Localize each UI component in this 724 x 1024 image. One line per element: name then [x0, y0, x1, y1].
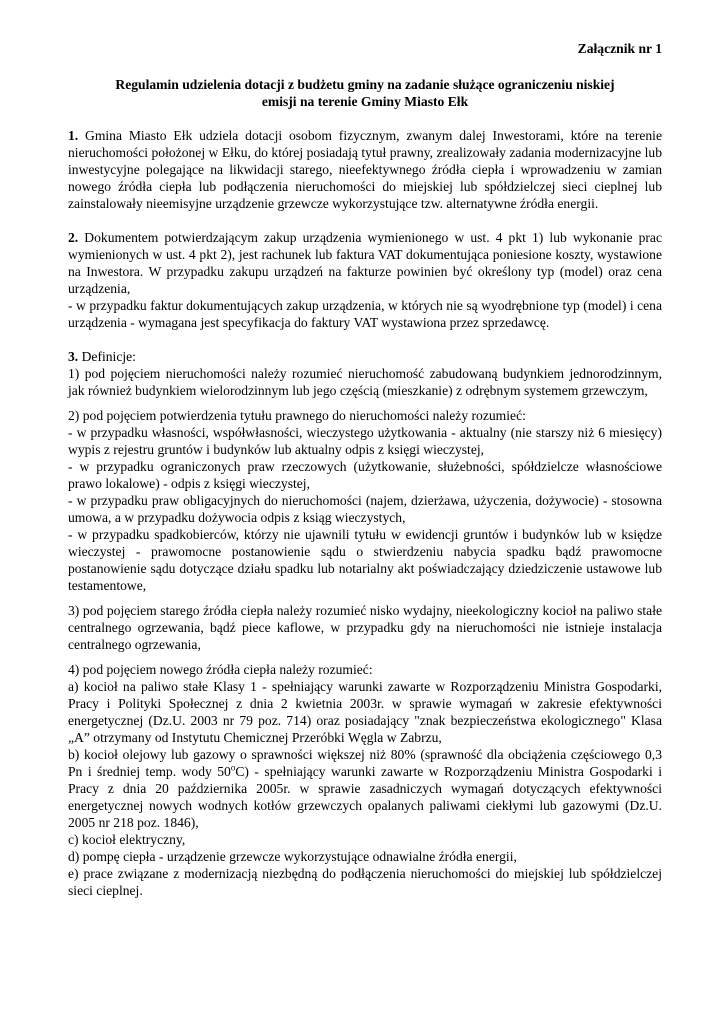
definition-4-item-a: a) kocioł na paliwo stałe Klasy 1 - spełniający warunki zawarte w Rozporządzeniu Ministra Gospodarki, Pracy i Polityki Społecznej z dnia 2 kwietnia 2003r. w sprawie wymagań w zakresie efektywności energetycznej (Dz.U. 2003 nr 79 poz. 714) oraz posiadający "znak bezpieczeństwa ekologicznego" Klasa „A” otrzymany od Instytutu Chemicznej Przeróbki Węgla w Zabrzu,: [68, 679, 662, 745]
document-title: [68, 76, 662, 110]
section-3-heading-text: Definicje:: [78, 349, 136, 364]
definition-3: 3) pod pojęciem starego źródła ciepła należy rozumieć nisko wydajny, nieekologiczny kocioł na paliwo stałe centralnego ogrzewania, bądź piece kaflowe, w przypadku gdy na nieruchomości nie istnieje instalacja centralnego ogrzewania,: [68, 603, 662, 652]
section-2-number: 2.: [68, 230, 79, 245]
definition-4-item-c: c) kocioł elektryczny,: [68, 832, 186, 847]
definition-4-item-d: d) pompę ciepła - urządzenie grzewcze wykorzystujące odnawialne źródła energii,: [68, 849, 517, 864]
section-2-text: Dokumentem potwierdzającym zakup urządzenia wymienionego w ust. 4 pkt 1) lub wykonanie prac wymienionych w ust. 4 pkt 2), jest rachunek lub faktura VAT dokumentująca poniesione koszty, wystawione na Inwestora. W przypadku zakupu urządzeń na fakturze powinien być określony typ (model) oraz cena urządzenia,: [68, 230, 662, 296]
title-line-1: Regulamin udzielenia dotacji z budżetu gminy na zadanie służące ograniczeniu niskiej: [115, 77, 615, 92]
section-2-note: - w przypadku faktur dokumentujących zakup urządzenia, w których nie są wyodrębnione typ (model) i cena urządzenia - wymagana jest specyfikacja do faktury VAT wystawiona przez sprzedawcę.: [68, 298, 662, 330]
definition-4-intro: 4) pod pojęciem nowego źródła ciepła należy rozumieć:: [68, 662, 373, 677]
section-1: [68, 127, 662, 212]
section-3-number: 3.: [68, 349, 79, 364]
definition-4-item-e: e) prace związane z modernizacją niezbędną do podłączenia nieruchomości do miejskiej lub spółdzielczej sieci cieplnej.: [68, 866, 662, 898]
section-2: [68, 229, 662, 297]
degree-superscript: o: [230, 762, 236, 773]
section-1-text: Gmina Miasto Ełk udziela dotacji osobom fizycznym, zwanym dalej Inwestorami, które na terenie nieruchomości położonej w Ełku, do której posiadają tytuł prawny, zrealizowały zadania modernizacyjne lub inwestycyjne polegające na likwidacji starego, nieefektywnego źródła ciepła i wprowadzeniu w zamian nowego źródła ciepła lub podłączenia nieruchomości do miejskiej lub spółdzielczej sieci cieplnej lub zainstalowały nieemisyjne urządzenie grzewcze wykorzystujące tzw. alternatywne źródła energii.: [68, 128, 662, 211]
definition-2-item-c: - w przypadku praw obligacyjnych do nieruchomości (najem, dzierżawa, użyczenia, dożywocie) - stosowna umowa, a w przypadku dożywocia odpis z ksiąg wieczystych,: [68, 493, 662, 525]
definition-1: 1) pod pojęciem nieruchomości należy rozumieć nieruchomość zabudowaną budynkiem jednorodzinnym, jak również budynkiem wielorodzinnym lub jego częścią (mieszkanie) z odrębnym systemem grzewczym,: [68, 366, 662, 398]
definition-2-item-a: - w przypadku własności, współwłasności, wieczystego użytkowania - aktualny (nie starszy niż 6 miesięcy) wypis z rejestru gruntów i budynków lub aktualny odpis z księgi wieczystej,: [68, 425, 662, 457]
definition-4-item-b: [68, 746, 662, 831]
definition-4-item-b-part1: b) kocioł olejowy lub gazowy o sprawności większej niż 80% (sprawność dla obciążenia częściowego 0,3 Pn i średniej temp. wody 50: [68, 747, 662, 779]
section-1-number: 1.: [68, 128, 79, 143]
definition-2-item-b: - w przypadku ograniczonych praw rzeczowych (użytkowanie, służebności, spółdzielcze własnościowe prawo lokalowe) - odpis z księgi wieczystej,: [68, 459, 662, 491]
title-line-2: emisji na terenie Gminy Miasto Ełk: [261, 94, 469, 109]
definition-2-intro: 2) pod pojęciem potwierdzenia tytułu prawnego do nieruchomości należy rozumieć:: [68, 408, 526, 423]
section-3-heading: [68, 348, 662, 365]
definition-2-item-d: - w przypadku spadkobierców, którzy nie ujawnili tytułu w ewidencji gruntów i budynków lub w księdze wieczystej - prawomocne postanowienie sądu o stwierdzeniu nabycia spadku bądź prawomocne postanowienie sądu dotyczące działu spadku lub notarialny akt poświadczający dziedziczenie ustawowe lub testamentowe,: [68, 527, 662, 593]
definition-4-item-b-part2: C) - spełniający warunki zawarte w Rozporządzeniu Ministra Gospodarki i Pracy z dnia 20 października 2005r. w sprawie zasadniczych wymagań dotyczących efektywności energetycznej nowych wodnych kotłów grzewczych opalanych paliwami ciekłymi lub gazowymi (Dz.U. 2005 nr 218 poz. 1846),: [68, 764, 662, 830]
annex-label: Załącznik nr 1: [577, 41, 662, 56]
